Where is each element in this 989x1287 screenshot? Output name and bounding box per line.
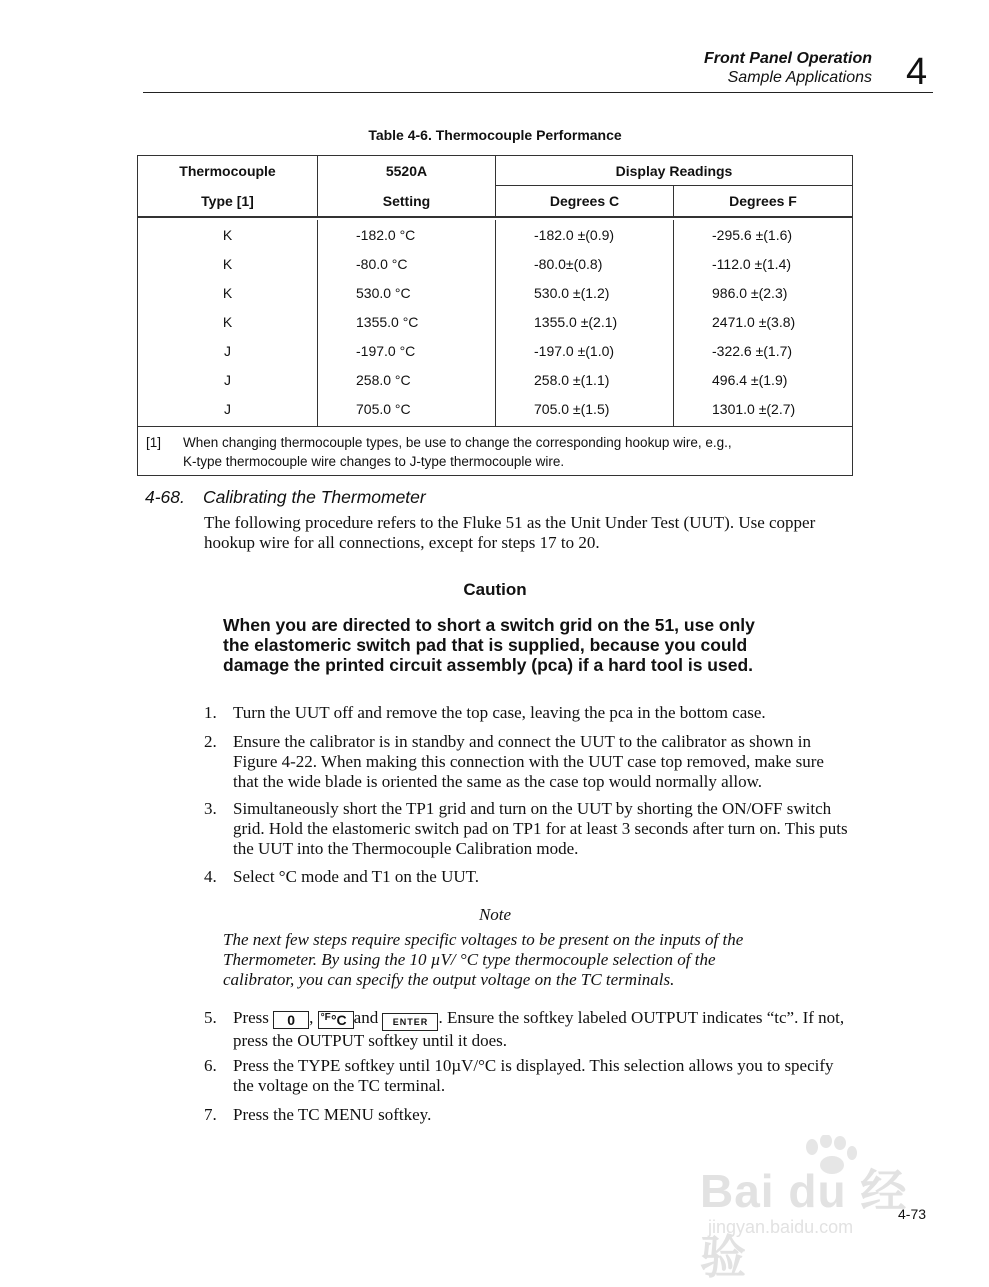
cell-type: K (222, 226, 233, 243)
cell-degrees-c: 705.0 ±(1.5) (495, 394, 673, 423)
cell-degrees-f: 2471.0 ±(3.8) (673, 307, 852, 336)
table-footnote (138, 426, 852, 475)
cell-degrees-f: -112.0 ±(1.4) (673, 249, 852, 278)
step-7 (204, 1105, 849, 1125)
chapter-number: 4 (906, 51, 928, 93)
section-number: 4-68. (145, 487, 185, 507)
step-number: 3. (204, 799, 217, 818)
step-number: 2. (204, 732, 217, 751)
cell-degrees-f: -295.6 ±(1.6) (673, 220, 852, 249)
cell-setting: 258.0 °C (317, 365, 495, 394)
table-body (138, 218, 852, 426)
caution-title: Caution (463, 580, 527, 599)
cell-type: J (224, 371, 231, 388)
cell-setting: 1355.0 °C (317, 307, 495, 336)
cell-degrees-c: 1355.0 ±(2.1) (495, 307, 673, 336)
cell-degrees-c: -182.0 ±(0.9) (495, 220, 673, 249)
key-celsius-icon (318, 1011, 354, 1029)
cell-type: K (222, 284, 233, 301)
step5-comma: , (309, 1008, 314, 1027)
section-intro: The following procedure refers to the Fluke 51 as the Unit Under Test (UUT). Use copper hookup wire for all connections, except for steps 17 to 20. (204, 513, 816, 552)
table-header-row-1 (138, 156, 852, 186)
step-text: Simultaneously short the TP1 grid and turn on the UUT by shorting the ON/OFF switch grid. Hold the elastomeric switch pad on TP1 for at least 3 seconds after turn on. This puts the UUT into the Thermocouple Calibration mode. (233, 799, 848, 858)
header-degrees-f: Degrees F (673, 186, 852, 216)
header-subtitle: Sample Applications (727, 69, 872, 86)
caution-text: When you are directed to short a switch grid on the 51, use only the elastomeric switch pad that is supplied, because you could damage the printed circuit assembly (pca) if a hard tool is used. (223, 615, 755, 675)
step-3 (204, 799, 849, 859)
cell-degrees-f: 1301.0 ±(2.7) (673, 394, 852, 423)
step-number: 4. (204, 867, 217, 886)
cell-degrees-c: -197.0 ±(1.0) (495, 336, 673, 365)
step-1 (204, 703, 849, 723)
step-text: Press the TYPE softkey until 10µV/°C is displayed. This selection allows you to specify the voltage on the TC terminal. (233, 1056, 834, 1095)
baidu-watermark (700, 1135, 930, 1283)
header-type: Type [1] (201, 193, 254, 209)
cell-setting: -182.0 °C (317, 220, 495, 249)
cell-type: J (224, 342, 231, 359)
cell-degrees-f: 986.0 ±(2.3) (673, 278, 852, 307)
table-row (138, 220, 852, 249)
step-text: Press the TC MENU softkey. (233, 1105, 432, 1124)
cell-degrees-c: -80.0±(0.8) (495, 249, 673, 278)
note-text: The next few steps require specific voltages to be present on the inputs of the Thermometer. By using the 10 µV/ °C type thermocouple selection of the calibrator, you can specify the output voltage on the TC terminals. (223, 930, 744, 989)
step-text: Turn the UUT off and remove the top case, leaving the pca in the bottom case. (233, 703, 766, 722)
cell-setting: -80.0 °C (317, 249, 495, 278)
thermocouple-table (137, 155, 853, 476)
cell-setting: -197.0 °C (317, 336, 495, 365)
step-text (233, 1008, 849, 1051)
cell-degrees-f: 496.4 ±(1.9) (673, 365, 852, 394)
key-c-label: °C (330, 1012, 347, 1028)
header-degrees-c: Degrees C (495, 186, 673, 216)
watermark-main: Bai du 经验 (700, 1165, 908, 1283)
step-number: 1. (204, 703, 217, 722)
table-row (138, 365, 852, 394)
header-5520a: 5520A (317, 156, 495, 186)
table-row (138, 249, 852, 278)
step5-rest: . Ensure the softkey labeled OUTPUT indicates “tc”. If not, press the OUTPUT softkey until it does. (233, 1008, 845, 1050)
footnote-line-1: When changing thermocouple types, be use to change the corresponding hookup wire, e.g., (183, 435, 732, 450)
key-enter-icon: ENTER (382, 1013, 438, 1031)
cell-type: J (224, 400, 231, 417)
table-row (138, 278, 852, 307)
cell-setting: 705.0 °C (317, 394, 495, 423)
step-text: Select °C mode and T1 on the UUT. (233, 867, 480, 886)
table-row (138, 336, 852, 365)
cell-type: K (222, 313, 233, 330)
step-6 (204, 1056, 849, 1096)
header-setting: Setting (317, 186, 495, 216)
step-number: 5. (204, 1008, 217, 1027)
footnote-mark: [1] (146, 435, 162, 450)
page-number: 4-73 (898, 1206, 927, 1222)
step5-and: and (353, 1008, 379, 1027)
table-caption: Table 4-6. Thermocouple Performance (368, 127, 622, 143)
step-5 (204, 1008, 849, 1051)
key-0-icon: 0 (273, 1011, 309, 1029)
header-rule (143, 92, 933, 93)
table-row (138, 394, 852, 423)
note-title: Note (478, 905, 512, 924)
step5-press: Press (233, 1008, 269, 1027)
cell-degrees-c: 530.0 ±(1.2) (495, 278, 673, 307)
step-2 (204, 732, 849, 792)
key-f-label: °F (320, 1012, 331, 1023)
section-title: Calibrating the Thermometer (203, 487, 426, 507)
cell-degrees-c: 258.0 ±(1.1) (495, 365, 673, 394)
header-thermocouple: Thermocouple (179, 163, 276, 179)
header-display-readings: Display Readings (495, 156, 852, 186)
footnote-line-2: K-type thermocouple wire changes to J-type thermocouple wire. (183, 454, 565, 469)
step-4 (204, 867, 849, 887)
cell-type: K (222, 255, 233, 272)
header-title: Front Panel Operation (703, 50, 872, 67)
table-header-row-2 (138, 186, 852, 218)
cell-setting: 530.0 °C (317, 278, 495, 307)
section-heading (145, 487, 426, 508)
cell-degrees-f: -322.6 ±(1.7) (673, 336, 852, 365)
step-number: 7. (204, 1105, 217, 1124)
watermark-url: jingyan.baidu.com (708, 1217, 854, 1237)
step-number: 6. (204, 1056, 217, 1075)
table-row (138, 307, 852, 336)
step-text: Ensure the calibrator is in standby and connect the UUT to the calibrator as shown in Figure 4-22. When making this connection with the UUT case top removed, make sure that the wide blade is oriented the same as the case top would normally allow. (233, 732, 824, 791)
